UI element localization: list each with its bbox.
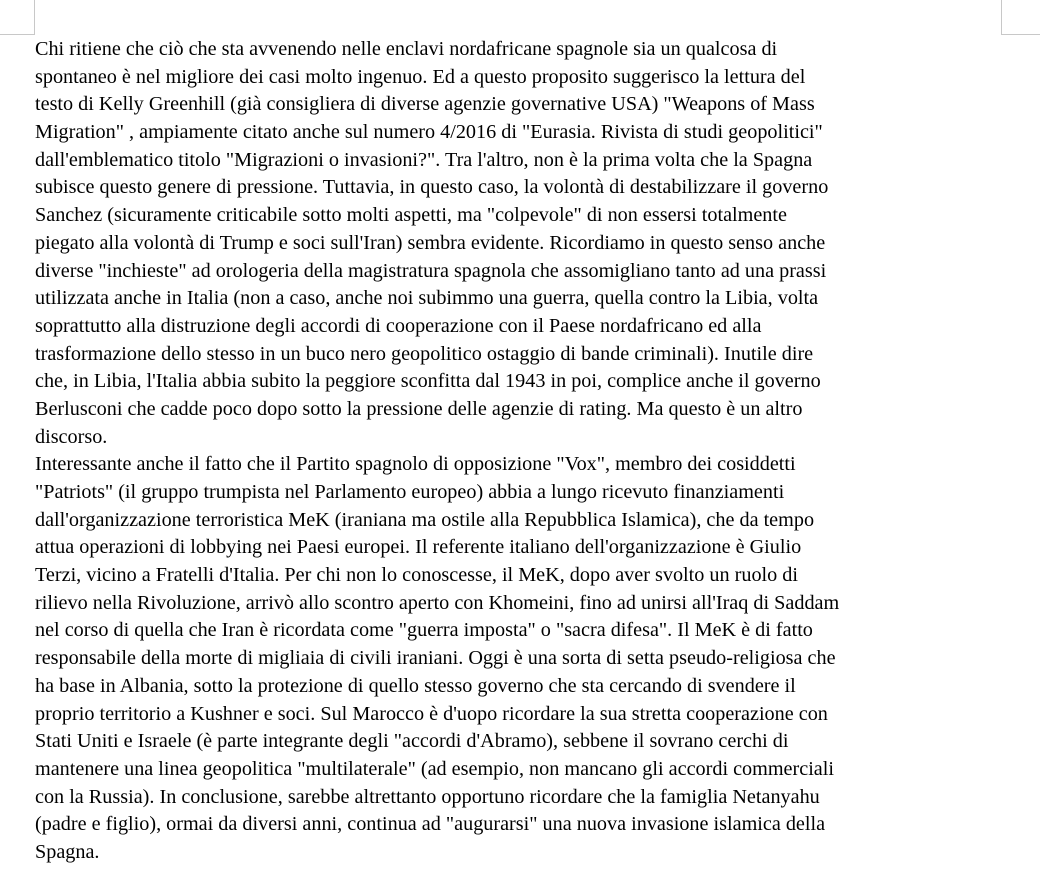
text-line: discorso. bbox=[35, 425, 108, 448]
text-line: dall'emblematico titolo "Migrazioni o invasioni?". Tra l'altro, non è la prima volta che la Spagna bbox=[35, 148, 813, 171]
text-line: Migration" , ampiamente citato anche sul numero 4/2016 di "Eurasia. Rivista di studi geopolitici" bbox=[35, 121, 823, 144]
text-line: che, in Libia, l'Italia abbia subito la peggiore sconfitta dal 1943 in poi, complice anche il governo bbox=[35, 370, 821, 393]
text-line: Berlusconi che cadde poco dopo sotto la pressione delle agenzie di rating. Ma questo è un altro bbox=[35, 397, 803, 420]
text-line: Interessante anche il fatto che il Partito spagnolo di opposizione "Vox", membro dei cosiddetti bbox=[35, 453, 796, 476]
text-line: attua operazioni di lobbying nei Paesi europei. Il referente italiano dell'organizzazione è Giulio bbox=[35, 536, 802, 559]
text-line: (padre e figlio), ormai da diversi anni, continua ad "augurarsi" una nuova invasione islamica della bbox=[35, 813, 826, 836]
text-line: dall'organizzazione terroristica MeK (iraniana ma ostile alla Repubblica Islamica), che da tempo bbox=[35, 508, 815, 531]
text-line: Stati Uniti e Israele (è parte integrante degli "accordi d'Abramo), sebbene il sovrano cerchi di bbox=[35, 730, 789, 753]
text-line: Chi ritiene che ciò che sta avvenendo nelle enclavi nordafricane spagnole sia un qualcosa di bbox=[35, 38, 778, 60]
text-line: proprio territorio a Kushner e soci. Sul Marocco è d'uopo ricordare la sua stretta cooperazione con bbox=[35, 702, 828, 725]
page-corner-mark-left bbox=[0, 0, 35, 35]
text-line: nel corso di quella che Iran è ricordata come "guerra imposta" o "sacra difesa". Il MeK è di fatto bbox=[35, 619, 813, 642]
text-line: utilizzata anche in Italia (non a caso, anche noi subimmo una guerra, quella contro la Libia, volta bbox=[35, 287, 819, 310]
text-line: rilievo nella Rivoluzione, arrivò allo scontro aperto con Khomeini, fino ad unirsi all'Iraq di Saddam bbox=[35, 591, 840, 614]
text-line: responsabile della morte di migliaia di civili iraniani. Oggi è una sorta di setta pseudo-religiosa che bbox=[35, 647, 836, 670]
text-line: "Patriots" (il gruppo trumpista nel Parlamento europeo) abbia a lungo ricevuto finanziamenti bbox=[35, 481, 785, 503]
text-line: con la Russia). In conclusione, sarebbe altrettanto opportuno ricordare che la famiglia Netanyahu bbox=[35, 785, 820, 808]
text-line: testo di Kelly Greenhill (già consigliera di diverse agenzie governative USA) "Weapons of Mass bbox=[35, 93, 815, 116]
body-text bbox=[35, 36, 1035, 867]
text-line: piegato alla volontà di Trump e soci sull'Iran) sembra evidente. Ricordiamo in questo senso anche bbox=[35, 231, 826, 254]
text-line: ha base in Albania, sotto la protezione di quello stesso governo che sta cercando di svendere il bbox=[35, 674, 796, 697]
text-line: diverse "inchieste" ad orologeria della magistratura spagnola che assomigliano tanto ad una prassi bbox=[35, 259, 827, 282]
text-line: mantenere una linea geopolitica "multilaterale" (ad esempio, non mancano gli accordi commerciali bbox=[35, 757, 834, 780]
text-line: Sanchez (sicuramente criticabile sotto molti aspetti, ma "colpevole" di non essersi totalmente bbox=[35, 204, 787, 227]
text-line: soprattutto alla distruzione degli accordi di cooperazione con il Paese nordafricano ed alla bbox=[35, 314, 762, 337]
text-line: Terzi, vicino a Fratelli d'Italia. Per chi non lo conoscesse, il MeK, dopo aver svolto un ruolo di bbox=[35, 564, 799, 587]
text-line: subisce questo genere di pressione. Tuttavia, in questo caso, la volontà di destabilizzare il governo bbox=[35, 176, 829, 199]
page-corner-mark-right bbox=[1001, 0, 1040, 35]
text-line: spontaneo è nel migliore dei casi molto ingenuo. Ed a questo proposito suggerisco la lettura del bbox=[35, 65, 806, 88]
text-line: Spagna. bbox=[35, 840, 100, 863]
text-line: trasformazione dello stesso in un buco nero geopolitico ostaggio di bande criminali). Inutile dire bbox=[35, 342, 814, 365]
